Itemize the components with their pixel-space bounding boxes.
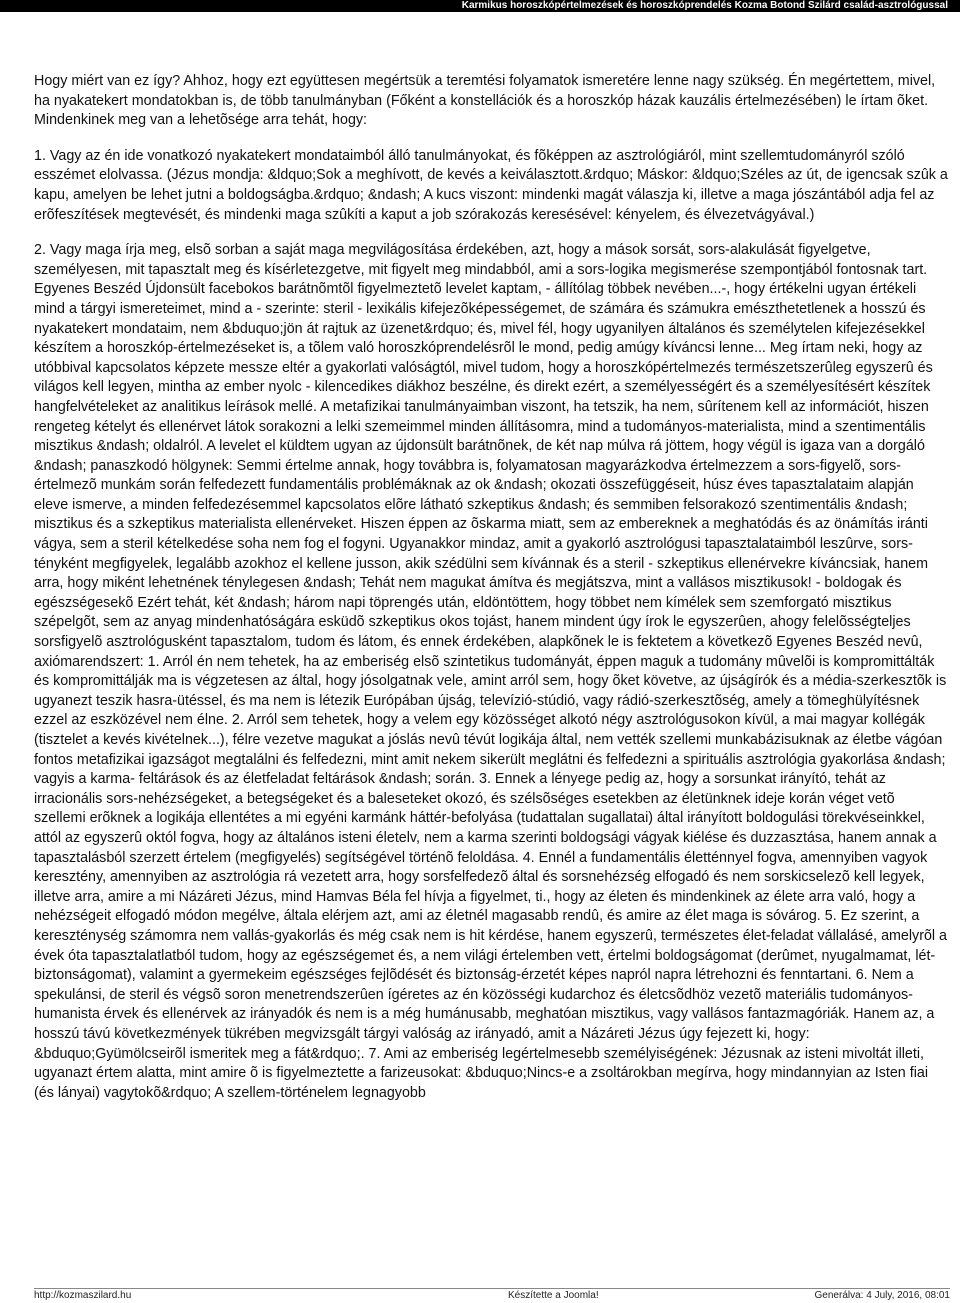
header-bar (0, 0, 960, 12)
paragraph-spacer (34, 225, 950, 241)
point-2-paragraph: 2. Vagy maga írja meg, elsõ sorban a saját maga megvilágosítása érdekében, azt, hogy a mások sorsát, sors-alakulását figyelgetve, személyesen, mit tapasztalt meg és kísérletezgetve, mit figyelt meg mindabból, ami a sors-logika megismerése szempontjából fontosnak tart. (34, 242, 928, 278)
article-body (34, 72, 950, 1103)
paragraph-spacer (34, 131, 950, 147)
footer-url[interactable]: http://kozmaszilard.hu (34, 1290, 132, 1301)
intro-paragraph: Hogy miért van ez így? Ahhoz, hogy ezt együttesen megértsük a teremtési folyamatok ismeretére lenne nagy szükség. Én megértettem, mivel, ha nyakatekert mondatokban is, de több tanulmányban (Főként a konstellációk és a horoszkóp házak kauzális értelmezésében) le írtam õket. Mindenkinek meg van a lehetõsége arra tehát, hogy: (34, 73, 936, 129)
point-1-paragraph: 1. Vagy az én ide vonatkozó nyakatekert mondataimból álló tanulmányokat, és fõképpen az asztrológiáról, mint szellemtudományról szóló esszémet elolvassa. (Jézus mondja: &ldquo;Sok a meghívott, de kevés a keiválasztott.&rdquo; Máskor: &ldquo;Széles az út, de igencsak szûk a kapu, amelyen be lehet jutni a boldogságba.&rdquo; &ndash; A kucs viszont: mindenki magát válaszja ki, illetve a maga jószántából adja fel az erõfeszítések megtevését, és mindenki maga szûkíti a kaput a job szórakozás keresésével: kényelem, és élvezetvágyával.) (34, 147, 948, 223)
footer-generated-date: Generálva: 4 July, 2016, 08:01 (814, 1290, 950, 1301)
site-title: Karmikus horoszkópértelmezések és horoszkóprendelés Kozma Botond Szilárd család-asztrológussal (461, 0, 948, 11)
footer-credit: Készítette a Joomla! (508, 1290, 599, 1301)
egyenes-beszed-paragraph: Egyenes Beszéd Újdonsült facebokos barátnõmtõl figyelmeztetõ levelet kaptam, - állítólag többek nevében...-, hogy értékelni ugyan értékeli mind a tárgyi ismereteimet, mind a - szerinte: steril - lexikális kifejezõképességemet, de számára és számukra emészthetetlenek a hosszú és nyakatekert mondataim, nem &bduquo;jön át rajtuk az üzenet&rdquo; és, mivel fél, hogy ugyanilyen általános és személytelen kifejezésekkel készítem a horoszkóp-értelmezéseket is, a tõlem való horoszkóprendelésrõl le mond, pedig amúgy kíváncsi lenne... Meg írtam neki, hogy az utóbbival kapcsolatos képzete messze eltér a gyakorlati valóságtól, mivel tudom, hogy a horoszkópértelmezés természetszerûleg egyszerû és világos kell legyen, mintha az ember nyolc - kilencedikes diákhoz beszélne, és direkt ezért, a személyességért és a személyesítésért készítek hangfelvételeket az analitikus leírások mellé. A metafizikai tanulmányaimban viszont, ha tetszik, ha nem, sûrítenem kell az információt, hiszen rengeteg kételyt és ellenérvet látok sorakozni a lelki szemeimmel minden állításomra, mind a tudományos-materialista, mind a szentimentális misztikus &ndash; oldalról. A levelet el küldtem ugyan az újdonsült barátnõnek, de két nap múlva rá jöttem, hogy végül is igaza van a dorgáló &ndash; panaszkodó hölgynek: Semmi értelme annak, hogy továbbra is, folyamatosan magyarázkodva értelmezzem a sors-figyelõ, sors-értelmezõ munkám során felfedezett fundamentális problémáknak az ok &ndash; okozati összefüggéseit, húsz éves tapasztalataim alapján eleve ismerve, a minden felfedezésemmel kapcsolatos elõre látható szkeptikus &ndash; és semmiben felsorakozó szentimentális &ndash; misztikus és a szkeptikus materialista ellenérveket. Hiszen éppen az õskarma miatt, sem az embereknek a meghatódás és az önámítás iránti vágya, sem a steril kételkedése soha nem fog el fogyni. Ugyanakkor mindaz, amit a gyakorló asztrológusi tapasztalataimból leszûrve, sors-tényként megfigyelek, legalább azokhoz el kellene jusson, akik szédülni sem kívánnak és a steril - szkeptikus ellenérvekre kíváncsiak, hanem arra, hogy miként lehetnének ténylegesen &ndash; Tehát nem magukat ámítva és megjátszva, mint a vallásos misztikusok! - boldogak és egészségesekõ Ezért tehát, két &ndash; három napi töprengés után, eldöntöttem, hogy többet nem kímélek sem szemforgató misztikus szépelgõt, sem az anyag mindenhatóságára esküdõ szkeptikus okos tojást, hanem mindent úgy írok le egyszerûen, ahogy felelõsségteljes sorsfigyelõ asztrológusként tapasztalom, tudom és látom, és ennek érdekében, alapkõnek le is fektetem a következõ Egyenes Beszéd nevû, axiómarendszert: 1. Arról én nem tehetek, ha az emberiség elsõ szintetikus tudományát, éppen maguk a tudomány mûvelõi is kompromittálták és kompromittálják ma is végzetesen az által, hogy jósolgatnak vele, amint arról sem, hogy õket követve, az újságírók és a média-szerkesztõk is ugyanezt teszik hasra-ütéssel, és ma nem is létezik Európában újság, televízió-stúdió, vagy rádió-szerkesztõség, amely a tömeghülyítésnek ezzel az eszközével nem élne. 2. Arról sem tehetek, hogy a velem egy közösséget alkotó négy asztrológusokon kívül, a mai magyar kollégák (tisztelet a kevés kivételnek...), félre vezetve magukat a jóslás nevû tévút logikája által, nem vették szellemi munkabázisuknak az életbe vágóan fontos metafizikai igazságot megtalálni és felfedezni, mint amit nekem sikerült meglátni és felfedezni a spirituális asztrológia gyakorlása &ndash; vagyis a karma- feltárások és az életfeladat feltárások &ndash; során. 3. Ennek a lényege pedig az, hogy a sorsunkat irányító, tehát az irracionális sors-nehézségeket, a betegségeket és a baleseteket okozó, és szélsõséges esetekben az életünknek ideje korán véget vetõ szellemi erõknek a logikája ellentétes a mi egyéni karmánk háttér-befolyása (tudattalan sugallatai) által irányított boldogulási törekvéseinkkel, attól az egyszerû októl fogva, hogy az általános isteni életelv, nem a karma szerinti boldogsági vágyak kiélése és duzzasztása, hanem annak a tapasztalásból szerzett értelem (megfigyelés) segítségével történõ feloldása. 4. Ennél a fundamentális életténnyel fogva, amennyiben vagyok keresztény, amennyiben az asztrológia rá vezetett arra, hogy sorsfelfedezõ által és sorsnehézség elfogadó és nem sorskicselezõ kell legyek, illetve arra, amire a mi Názáreti Jézus, mind Hamvas Béla fel hívja a figyelmet, ti., hogy az életen és mindenkinek az élete arra való, hogy a nehézségeit elfogadó módon megélve, általa elérjem azt, ami az életnél magasabb rendû, és amire az élet maga is sóvárog. 5. Ez szerint, a kereszténység számomra nem vallás-gyakorlás és még csak nem is hit kérdése, hanem egyszerû, természetes élet-feladat vállalásé, amelyrõl a évek óta tapasztalatlatból tudom, hogy az egészségemet és, a nem világi értelemben vett, értelmi boldogságomat (derûmet, nyugalmamat, lét-biztonságomat), valamint a gyermekeim egészséges fejlõdését és biztonság-érzetét képes napról napra létrehozni és fenntartani. 6. Nem a spekulánsi, de steril és végsõ soron menetrendszerûen ígéretes az én közösségi kudarchoz és életcsõdhöz vezetõ materiális tudományos- humanista érvek és ellenérvek az irányadók és nem is a még humánusabb, meghatóan misztikus, vagy vallásos fantazmagóriák. Hanem az, a hosszú távú következmények tükrében megvizsgált tárgyi valóság az irányadó, amit a Názáreti Jézus úgy fejezett ki, hogy: &bduquo;Gyümölcseirõl ismeritek meg a fát&rdquo;. 7. Ami az emberiség legértelmesebb személyiségének: Jézusnak az isteni mivoltát illeti, ugyanazt értem alatta, mint amire õ is figyelmeztette a farizeusokat: &bduquo;Nincs-e a zsoltárokban megírva, hogy mindannyian az Isten fiai (és lányai) vagytokõ&rdquo; A szellem-történelem legnagyobb (34, 281, 948, 1101)
page-footer (34, 1288, 950, 1303)
